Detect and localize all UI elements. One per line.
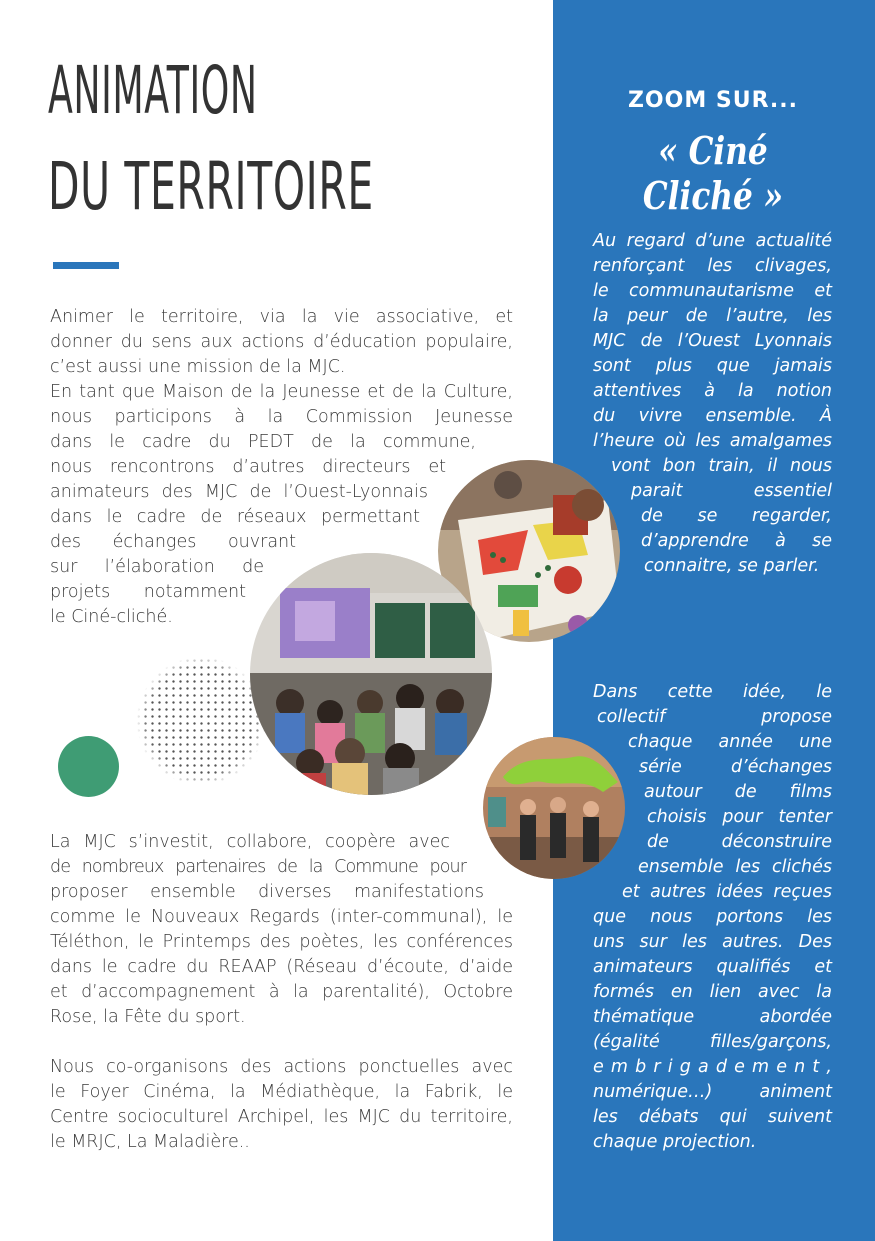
sidebar-line: la peur de l’autre, les [593,306,832,326]
zoom-label: ZOOM SUR... [627,88,799,113]
intro-line: dans le cadre de réseaux permettant [50,507,420,527]
dancers-photo-image [483,737,625,879]
intro-line: nous participons à la Commission Jeunesse [50,407,513,427]
partners-paragraph [50,830,513,1030]
intro-line: Animer le territoire, via la vie associative, et [50,307,513,327]
intro-line: animateurs des MJC de l’Ouest-Lyonnais [50,482,428,502]
intro-line: donner du sens aux actions d’éducation populaire, [50,332,513,352]
sidebar-line: de se regarder, [641,506,832,526]
intro-line: c’est aussi une mission de la MJC. [50,357,346,377]
partners-line: de nombreux partenaires de la Commune pour [50,857,466,877]
sidebar-line: Au regard d’une actualité [593,231,832,251]
sidebar-paragraph-1 [593,229,832,579]
intro-line: des échanges ouvrant [50,532,296,552]
sidebar-line: d’apprendre à se [641,531,832,551]
sidebar-line: renforçant les clivages, [593,256,832,276]
sidebar-line: vont bon train, il nous [611,456,832,476]
coorg-line: Centre socioculturel Archipel, les MJC du territoire, [50,1107,513,1127]
sidebar-line: série d’échanges [639,757,832,777]
sidebar-line: que nous portons les [593,907,832,927]
sidebar-line: parait essentiel [631,481,832,501]
sidebar-line: MJC de l’Ouest Lyonnais [593,331,832,351]
sidebar-line: et autres idées reçues [622,882,832,902]
sidebar-line: numérique…) animent [593,1082,832,1102]
sidebar-line: (égalité filles/garçons, [593,1032,832,1052]
sidebar-line: le communautarisme et [593,281,832,301]
sidebar-line: ensemble les clichés [638,857,832,877]
sidebar-line: l’heure où les amalgames [593,431,832,451]
cine-cliche-title: « Ciné Cliché » [642,128,784,218]
intro-line: nous rencontrons d’autres directeurs et [50,457,446,477]
partners-line: proposer ensemble diverses manifestations [50,882,484,902]
sidebar-line: chaque projection. [593,1132,757,1152]
screening-photo-image [250,553,492,795]
coorg-paragraph [50,1055,513,1155]
sidebar-line: collectif propose [597,707,832,727]
partners-line: Rose, la Fête du sport. [50,1007,246,1027]
intro-line: En tant que Maison de la Jeunesse et de la Culture, [50,382,513,402]
sidebar-line: chaque année une [628,732,832,752]
sidebar-line: animateurs qualifiés et [593,957,832,977]
sidebar-line: choisis pour tenter [647,807,832,827]
partners-line: Téléthon, le Printemps des poètes, les conférences [50,932,513,952]
title-underline [53,262,119,269]
page-title-line2: DU TERRITOIRE [48,148,374,225]
intro-line: dans le cadre du PEDT de la commune, [50,432,476,452]
photo-dancers [483,737,625,879]
green-circle-decoration [58,736,119,797]
sidebar-paragraph-2 [593,680,832,1155]
sidebar-line: les débats qui suivent [593,1107,832,1127]
dot-pattern-decoration [135,657,267,785]
sidebar-line: e m b r i g a d e m e n t , [593,1057,832,1077]
coorg-line: Nous co-organisons des actions ponctuelles avec [50,1057,513,1077]
partners-line: La MJC s’investit, collabore, coopère avec [50,832,450,852]
intro-line: sur l’élaboration de [50,557,264,577]
partners-line: et d’accompagnement à la parentalité), Octobre [50,982,513,1002]
sidebar-line: sont plus que jamais [593,356,832,376]
coorg-line: le Foyer Cinéma, la Médiathèque, la Fabrik, le [50,1082,513,1102]
page-title-line1: ANIMATION [48,52,258,129]
sidebar-line: thématique abordée [593,1007,832,1027]
sidebar-line: connaitre, se parler. [644,556,820,576]
sidebar-line: uns sur les autres. Des [593,932,832,952]
photo-classroom-screening [250,553,492,795]
sidebar-line: de déconstruire [647,832,832,852]
sidebar-line: du vivre ensemble. À [593,406,832,426]
sidebar-line: attentives à la notion [593,381,832,401]
partners-line: comme le Nouveaux Regards (inter-communal), le [50,907,513,927]
sidebar-line: Dans cette idée, le [593,682,832,702]
intro-line: projets notamment [50,582,246,602]
coorg-line: le MRJC, La Maladière.. [50,1132,250,1152]
intro-line: le Ciné-cliché. [50,607,173,627]
sidebar-line: autour de films [644,782,832,802]
sidebar-line: formés en lien avec la [593,982,832,1002]
partners-line: dans le cadre du REAAP (Réseau d’écoute, d’aide [50,957,513,977]
